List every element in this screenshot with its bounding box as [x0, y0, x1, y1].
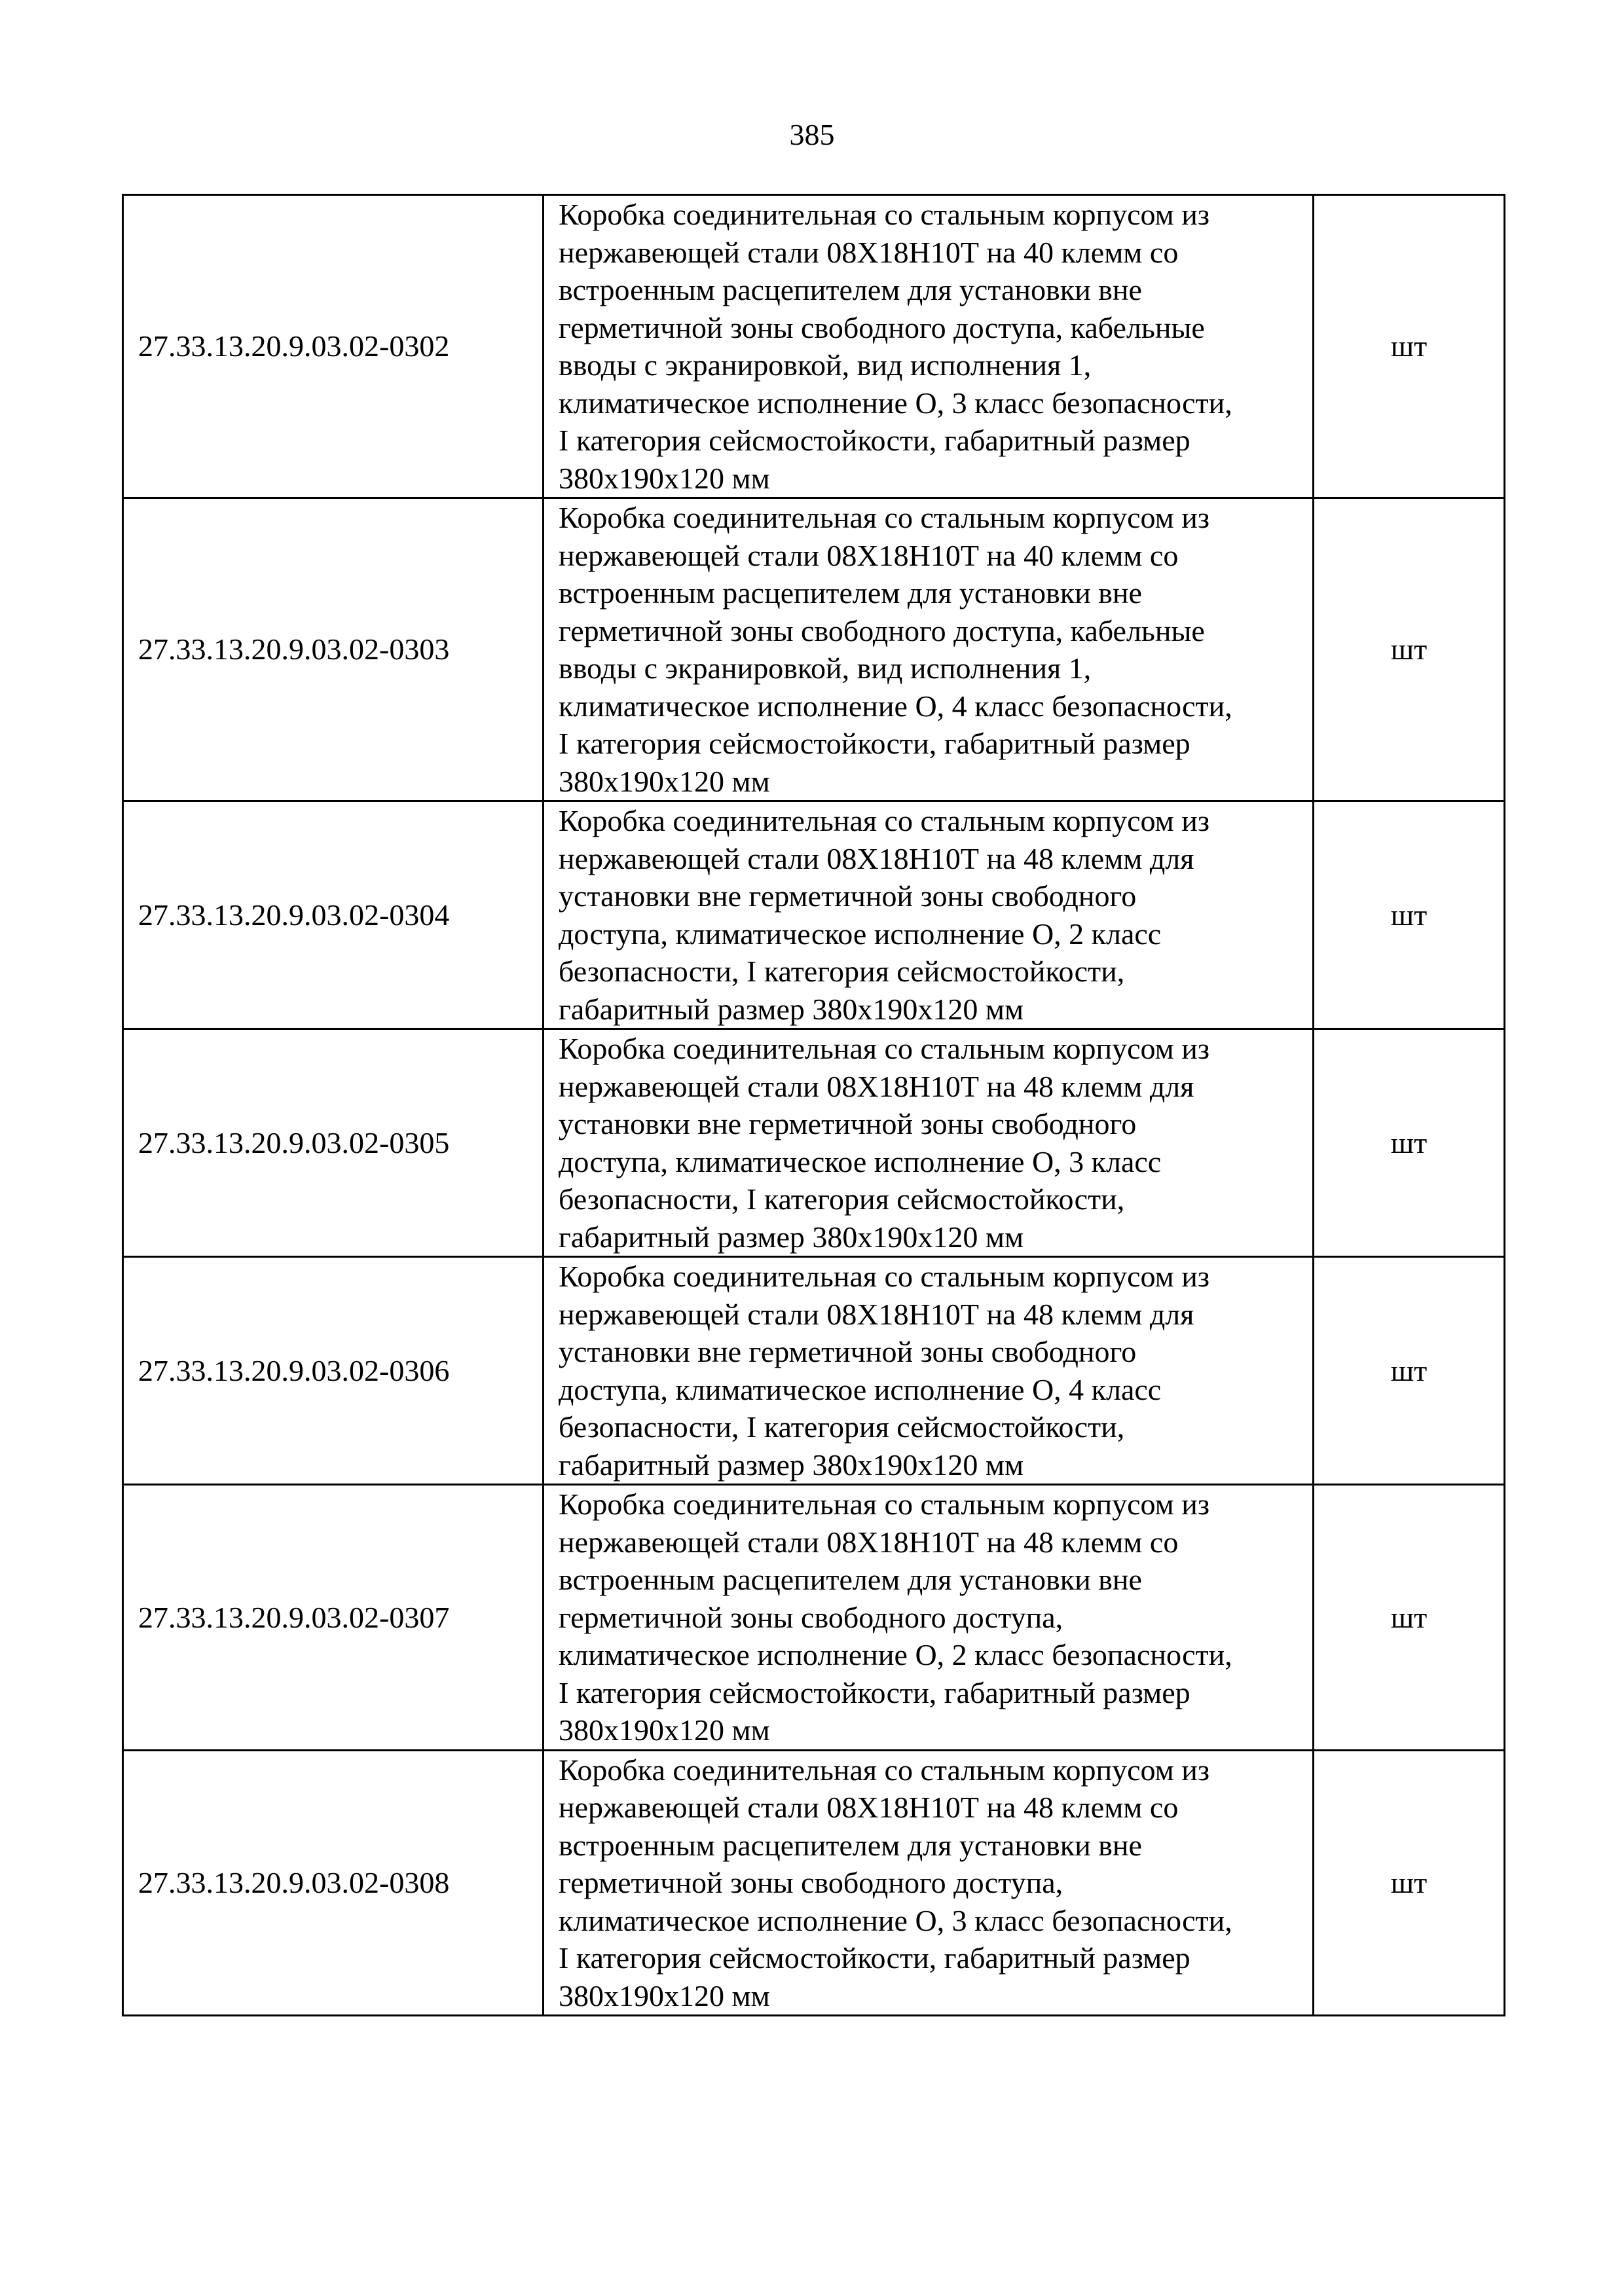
description-line: климатическое исполнение О, 2 класс безопасности, — [559, 1638, 1232, 1671]
description-line: климатическое исполнение О, 3 класс безопасности, — [559, 386, 1232, 420]
item-code: 27.33.13.20.9.03.02-0308 — [123, 1750, 544, 2016]
description-line: встроенным расцепителем для установки вне — [559, 273, 1142, 306]
description-line: Коробка соединительная со стальным корпусом из — [559, 1487, 1210, 1521]
item-description — [544, 1485, 1314, 1751]
item-unit: шт — [1314, 801, 1505, 1029]
item-description — [544, 1750, 1314, 2016]
description-line: вводы с экранировкой, вид исполнения 1, — [559, 348, 1092, 382]
description-line: доступа, климатическое исполнение О, 3 класс — [559, 1144, 1162, 1178]
item-description — [544, 1257, 1314, 1485]
table-row — [123, 1485, 1505, 1751]
table-row — [123, 498, 1505, 801]
description-line: встроенным расцепителем для установки вне — [559, 576, 1142, 610]
description-line: Коробка соединительная со стальным корпусом из — [559, 804, 1210, 837]
page-number: 385 — [789, 118, 835, 151]
table-row — [123, 1029, 1505, 1257]
description-line: Коробка соединительная со стальным корпусом из — [559, 198, 1210, 231]
item-code: 27.33.13.20.9.03.02-0302 — [123, 195, 544, 498]
item-code: 27.33.13.20.9.03.02-0307 — [123, 1485, 544, 1751]
item-description — [544, 1029, 1314, 1257]
description-line: установки вне герметичной зоны свободного — [559, 1107, 1137, 1140]
description-line: габаритный размер 380х190х120 мм — [559, 992, 1024, 1026]
description-line: герметичной зоны свободного доступа, кабельные — [559, 613, 1205, 647]
description-line: герметичной зоны свободного доступа, кабельные — [559, 310, 1205, 344]
description-line: безопасности, I категория сейсмостойкости, — [559, 955, 1125, 988]
item-code: 27.33.13.20.9.03.02-0304 — [123, 801, 544, 1029]
item-description — [544, 801, 1314, 1029]
item-description — [544, 195, 1314, 498]
description-line: нержавеющей стали 08Х18Н10Т на 48 клемм для — [559, 1069, 1194, 1103]
description-line: установки вне герметичной зоны свободного — [559, 1335, 1137, 1368]
description-line: габаритный размер 380х190х120 мм — [559, 1220, 1024, 1254]
table-row — [123, 801, 1505, 1029]
description-line: Коробка соединительная со стальным корпусом из — [559, 1032, 1210, 1065]
description-line: встроенным расцепителем для установки вне — [559, 1828, 1142, 1862]
table-row — [123, 1257, 1505, 1485]
table-row — [123, 1750, 1505, 2016]
description-line: герметичной зоны свободного доступа, — [559, 1600, 1063, 1634]
description-line: вводы с экранировкой, вид исполнения 1, — [559, 651, 1092, 685]
description-line: доступа, климатическое исполнение О, 2 класс — [559, 917, 1162, 951]
description-line: безопасности, I категория сейсмостойкости, — [559, 1182, 1125, 1216]
description-line: встроенным расцепителем для установки вне — [559, 1563, 1142, 1596]
description-line: нержавеющей стали 08Х18Н10Т на 40 клемм со — [559, 538, 1179, 572]
description-line: установки вне герметичной зоны свободного — [559, 879, 1137, 913]
description-line: нержавеющей стали 08Х18Н10Т на 48 клемм со — [559, 1791, 1179, 1824]
description-line: I категория сейсмостойкости, габаритный размер — [559, 424, 1190, 457]
description-line: Коробка соединительная со стальным корпусом из — [559, 1260, 1210, 1293]
item-unit: шт — [1314, 195, 1505, 498]
items-table — [122, 194, 1505, 2016]
table-row — [123, 195, 1505, 498]
description-line: герметичной зоны свободного доступа, — [559, 1866, 1063, 1899]
description-line: Коробка соединительная со стальным корпусом из — [559, 1753, 1210, 1787]
item-unit: шт — [1314, 498, 1505, 801]
description-line: 380х190х120 мм — [559, 1978, 770, 2013]
description-line: климатическое исполнение О, 3 класс безопасности, — [559, 1903, 1232, 1937]
item-unit: шт — [1314, 1485, 1505, 1751]
description-line: нержавеющей стали 08Х18Н10Т на 48 клемм для — [559, 841, 1194, 875]
item-code: 27.33.13.20.9.03.02-0303 — [123, 498, 544, 801]
description-line: I категория сейсмостойкости, габаритный размер — [559, 1675, 1190, 1709]
description-line: безопасности, I категория сейсмостойкости, — [559, 1410, 1125, 1444]
item-unit: шт — [1314, 1257, 1505, 1485]
description-line: I категория сейсмостойкости, габаритный размер — [559, 1941, 1190, 1975]
description-line: 380х190х120 мм — [559, 1713, 770, 1747]
description-line: доступа, климатическое исполнение О, 4 класс — [559, 1372, 1162, 1406]
item-unit: шт — [1314, 1750, 1505, 2016]
description-line: нержавеющей стали 08Х18Н10Т на 40 клемм со — [559, 235, 1179, 269]
description-line: I категория сейсмостойкости, габаритный размер — [559, 727, 1190, 760]
description-line: нержавеющей стали 08Х18Н10Т на 48 клемм для — [559, 1297, 1194, 1331]
description-line: нержавеющей стали 08Х18Н10Т на 48 клемм со — [559, 1525, 1179, 1559]
item-code: 27.33.13.20.9.03.02-0306 — [123, 1257, 544, 1485]
description-line: Коробка соединительная со стальным корпусом из — [559, 501, 1210, 534]
item-unit: шт — [1314, 1029, 1505, 1257]
description-line: 380х190х120 мм — [559, 764, 770, 798]
description-line: климатическое исполнение О, 4 класс безопасности, — [559, 689, 1232, 723]
description-line: 380х190х120 мм — [559, 461, 770, 495]
item-code: 27.33.13.20.9.03.02-0305 — [123, 1029, 544, 1257]
item-description — [544, 498, 1314, 801]
description-line: габаритный размер 380х190х120 мм — [559, 1448, 1024, 1482]
